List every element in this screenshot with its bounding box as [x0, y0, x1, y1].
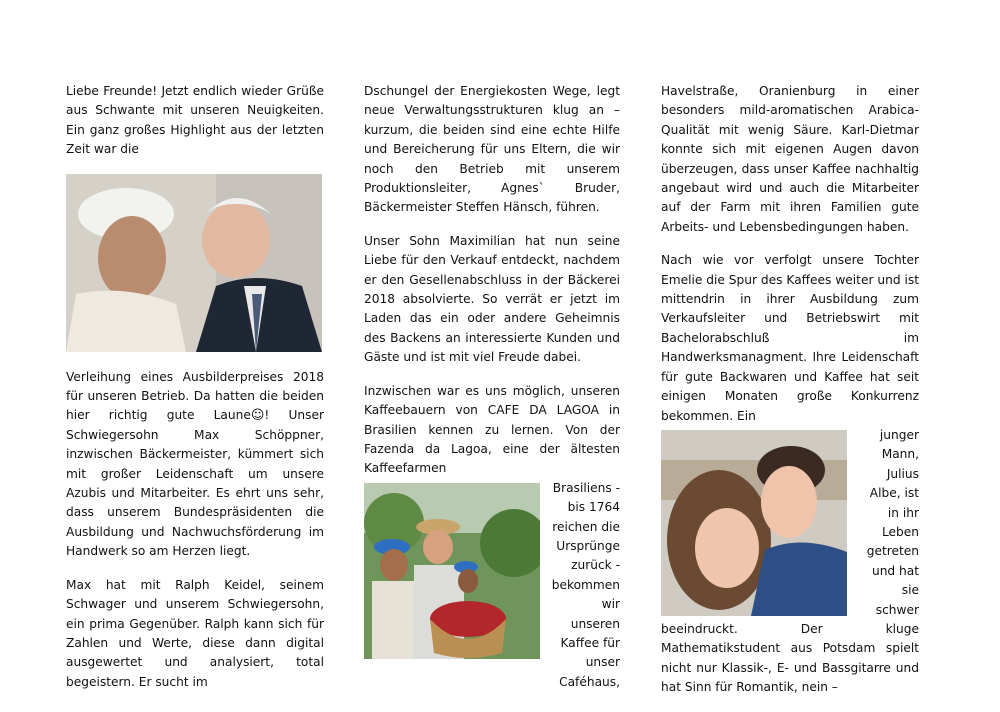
paragraph: Dschungel der Energiekosten Wege, legt neue Verwaltungsstrukturen klug an – kurzum, die beiden sind eine echte Hilfe und Bereicherung für uns Eltern, die wir noch den Betrieb mit unserem Produktionsleiter, Agnes` Bruder, Bäckermeister Steffen Hänsch, führen. [364, 84, 620, 215]
photo-baker-and-president [66, 174, 322, 352]
photo-illustration [66, 174, 322, 352]
text-column-3 [661, 82, 919, 712]
photo-illustration [661, 430, 847, 616]
paragraph: Inzwischen war es uns möglich, unseren Kaffeebauern von CAFE DA LAGOA in Brasilien kennen zu lernen. Von der Fazenda da Lagoa, eine der ältesten Kaffeefarmen [364, 383, 620, 476]
paragraph: Max hat mit Ralph Keidel, seinem Schwager und unserem Schwiegersohn, ein prima Gegenüber. Ralph kann sich für Zahlen und Werte, diese dann digital ausgewertet und analysiert, total begeistern. Er sucht im [66, 577, 324, 689]
photo-couple-selfie [661, 430, 847, 616]
paragraph: Nach wie vor verfolgt unsere Tochter Emelie die Spur des Kaffees weiter und ist mittendrin in ihrer Ausbildung zum Verkaufsleiter und Betriebswirt mit Bachelorabschluß im Handwerksmanagment. Ihre Leidenschaft für gute Backwaren und Kaffee hat seit einigen Monaten große Konkurrenz bekommen. Ein [661, 253, 919, 423]
photo-coffee-farmers [364, 483, 540, 659]
paragraph: Havelstraße, Oranienburg in einer besonders mild-aromatischen Arabica-Qualität mit wenig Säure. Karl-Dietmar konnte sich mit eigenen Augen davon überzeugen, dass unser Kaffee nachhaltig angebaut wird und auch die Mitarbeiter auf der Farm mit ihren Familien gute Arbeits- und Lebensbedingungen haben. [661, 84, 919, 234]
text-column-1 [66, 82, 324, 706]
text-column-2 [364, 82, 620, 692]
photo-illustration [364, 483, 540, 659]
wrapped-text: junger Mann, Julius Albe, ist in ihr Leben getreten und hat sie schwer [866, 427, 919, 617]
paragraph: Liebe Freunde! Jetzt endlich wieder Grüße aus Schwante mit unseren Neuigkeiten. Ein ganz großes Highlight aus der letzten Zeit war die [66, 84, 324, 157]
paragraph: Verleihung eines Ausbilderpreises 2018 für unseren Betrieb. Da hatten die beiden hier richtig gute Laune☺! Unser Schwiegersohn Max Schöppner, inzwischen Bäckermeister, kümmert sich mit großer Leidenschaft um unsere Azubis und Mitarbeiter. Es ehrt uns sehr, dass unserem Bundespräsidenten die Ausbildung und Nachwuchsförderung im Handwerk so am Herzen liegt. [66, 369, 324, 559]
smiley-icon: ☺ [250, 408, 265, 424]
wrapped-text: Brasiliens - bis 1764 reichen die Ursprünge zurück - bekommen wir unseren Kaffee für unser Caféhaus, [551, 480, 620, 689]
paragraph: Unser Sohn Maximilian hat nun seine Liebe für den Verkauf entdeckt, nachdem er den Gesellenabschluss in der Bäckerei 2018 absolvierte. So verrät er jetzt im Laden das ein oder andere Geheimnis des Backens an interessierte Kunden und Gäste und ist mit viel Freude dabei. [364, 233, 620, 365]
paragraph: beeindruckt. Der kluge Mathematikstudent aus Potsdam spielt nicht nur Klassik-, E- und Bassgitarre und hat Sinn für Romantik, nein – [661, 621, 919, 695]
